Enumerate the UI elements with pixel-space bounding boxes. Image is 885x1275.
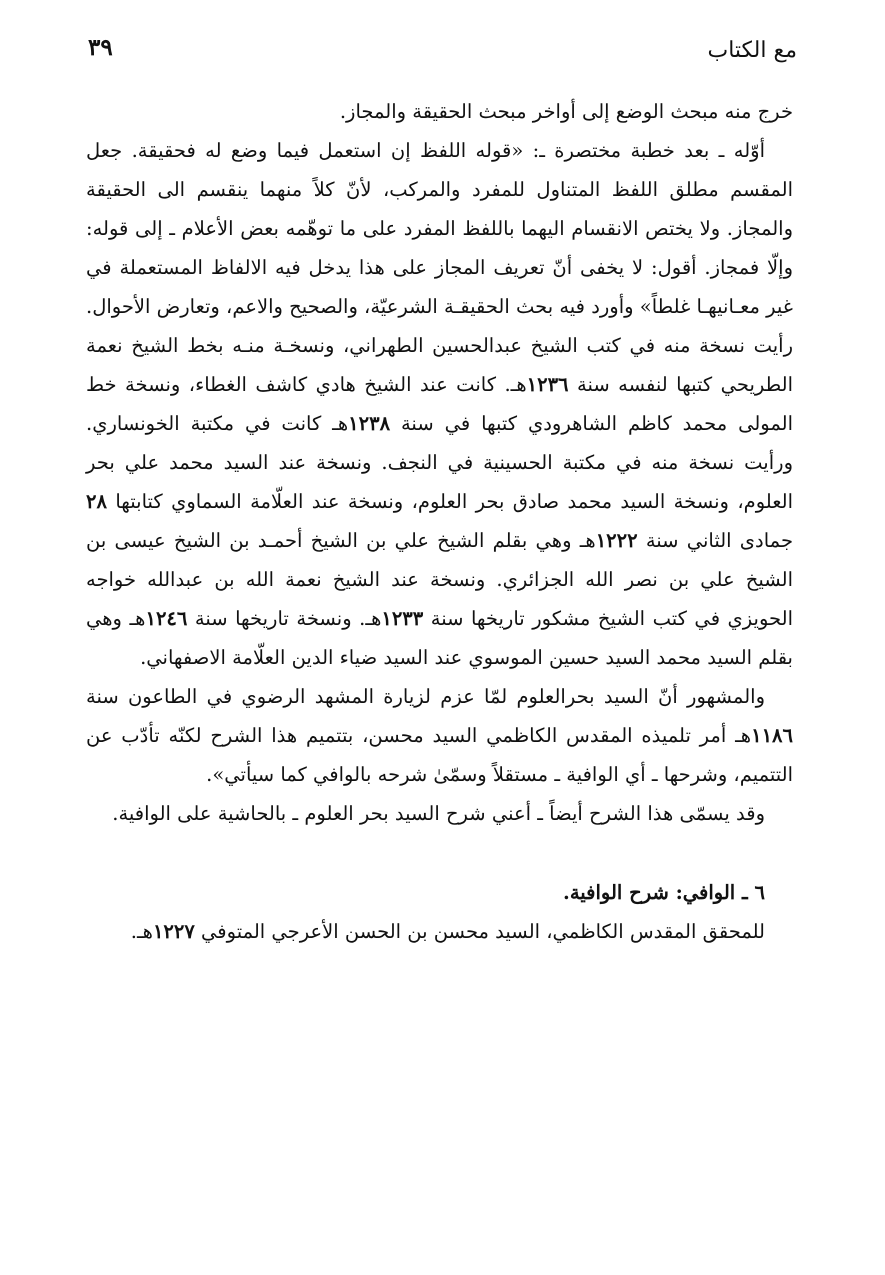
bold-number: ١١٨٦ xyxy=(751,724,793,747)
bold-number: ٢٨ xyxy=(86,490,107,513)
paragraph-4 xyxy=(86,794,793,833)
section-heading: ٦ ـ الوافي: شرح الوافية. xyxy=(563,881,765,904)
text-run: هـ كانت في مكتبة الخونساري. ورأيت نسخة منه في مكتبة الحسينية في النجف. ونسخة عند السيد محمد علي بحر العلوم، ونسخة السيد محمد صادق بحر العلوم، ونسخة عند العلّامة السماوي كتابتها xyxy=(86,412,793,513)
body-text xyxy=(86,92,793,951)
text-run: للمحقق المقدس الكاظمي، السيد محسن بن الحسن الأعرجي المتوفي xyxy=(194,920,765,943)
text-run: أوّله ـ بعد خطبة مختصرة ـ: «قوله اللفظ إن استعمل فيما وضع له فحقيقة. جعل المقسم مطلق اللفظ المتناول للمفرد والمركب، لأنّ كلاً منهما ينقسم الى الحقيقة والمجاز. ولا يختص الانقسام اليهما باللفظ المفرد على ما توهّمه بعض الأعلام ـ إلى قوله: وإلّا فمجاز. أقول: لا يخفى أنّ تعريف المجاز على هذا يدخل فيه الالفاظ المستعملة في غير معـانيهـا غلطاً» وأورد فيه بحث الحقيقـة الشرعيّة، والصحيح والاعم، وتعارض الأحوال. رأيت نسخة منه في كتب الشيخ عبدالحسين الطهراني، ونسخـة منـه بخط الشيخ نعمة الطريحي كتبها لنفسه سنة xyxy=(86,139,793,396)
text-run: جمادى الثاني سنة xyxy=(637,529,794,552)
text-run: وقد يسمّى هذا الشرح أيضاً ـ أعني شرح السيد بحر العلوم ـ بالحاشية على الوافية. xyxy=(112,802,765,825)
running-title: مع الكتاب xyxy=(707,38,797,63)
bold-number: ١٢٢٢ xyxy=(595,529,638,552)
text-run: هـ وهي بقلم الشيخ علي بن الشيخ أحمـد بن الشيخ عيسى بن الشيخ علي بن نصر الله الجزائري. ونسخة عند الشيخ نعمة الله بن عبدالله خواجه الحويزي في كتب الشيخ مشكور تاريخها سنة xyxy=(86,529,794,630)
bold-number: ١٢٢٧ xyxy=(152,920,195,943)
bold-number: ١٢٣٣ xyxy=(381,607,424,630)
bold-number: ١٢٤٦ xyxy=(145,607,188,630)
section-paragraph xyxy=(86,912,793,951)
text-run: هـ. xyxy=(130,920,153,943)
paragraph-2 xyxy=(86,131,793,677)
text-run: هـ. ونسخة تاريخها سنة xyxy=(187,607,382,630)
text-run: خرج منه مبحث الوضع إلى أواخر مبحث الحقيقة والمجاز. xyxy=(339,100,793,123)
bold-number: ١٢٣٨ xyxy=(348,412,391,435)
bold-number: ١٢٣٦ xyxy=(526,373,569,396)
text-run: هـ. كانت عند الشيخ هادي كاشف الغطاء، ونسخة خط المولى محمد كاظم الشاهرودي كتبها في سنة xyxy=(86,373,794,435)
paragraph-1 xyxy=(86,92,793,131)
text-run: والمشهور أنّ السيد بحرالعلوم لمّا عزم لزيارة المشهد الرضوي في الطاعون سنة xyxy=(86,685,765,708)
text-run: هـ أمر تلميذه المقدس الكاظمي السيد محسن، بتتميم هذا الشرح لكنّه تأدّب عن التتميم، وشرحها ـ أي الوافية ـ مستقلاً وسمّىٰ شرحه بالوافي كما سيأتي». xyxy=(86,724,793,786)
section-gap xyxy=(86,833,793,873)
page-number: ٣٩ xyxy=(88,34,113,61)
page-header xyxy=(88,34,797,66)
text-run: هـ وهي بقلم السيد محمد السيد حسين الموسوي عند السيد ضياء الدين العلّامة الاصفهاني. xyxy=(86,607,793,669)
paragraph-3 xyxy=(86,677,793,794)
